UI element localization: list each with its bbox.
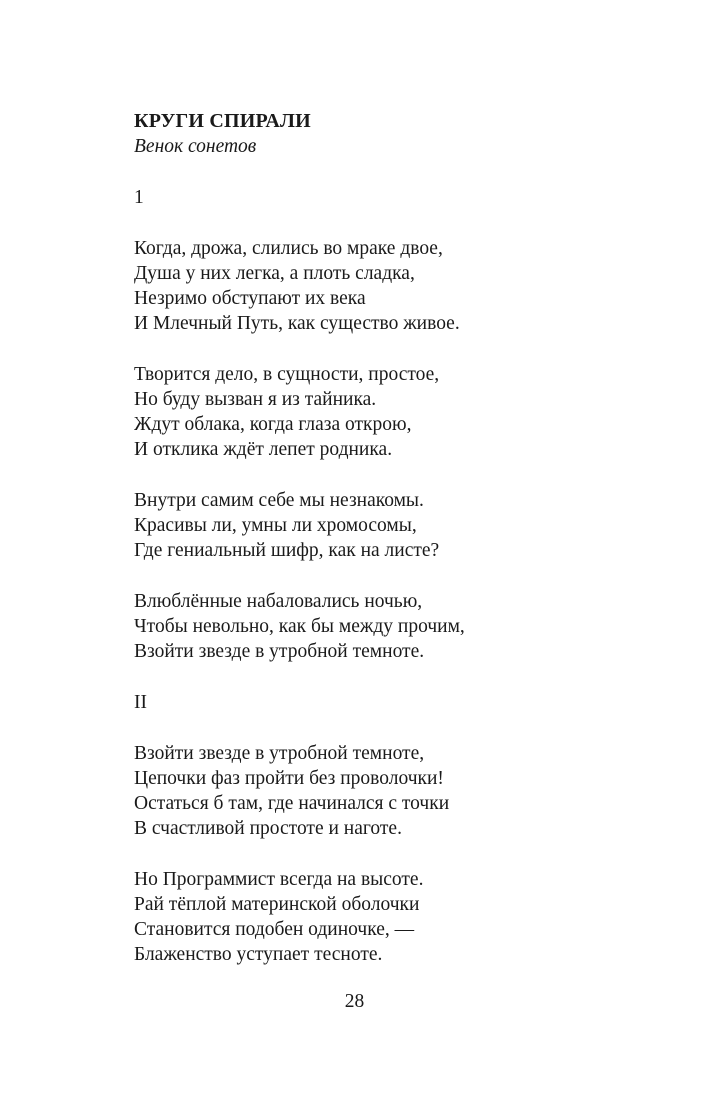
poem-title: КРУГИ СПИРАЛИ — [134, 110, 311, 132]
stanza — [134, 236, 654, 336]
poem-line: Душа у них легка, а плоть сладка, — [134, 263, 415, 284]
poem-line: Блаженство уступает тесноте. — [134, 944, 383, 965]
poem-line: Чтобы невольно, как бы между прочим, — [134, 616, 465, 637]
poem-line: Но буду вызван я из тайника. — [134, 389, 377, 410]
poem-line: Красивы ли, умны ли хромосомы, — [134, 515, 417, 536]
poem-line: Незримо обступают их века — [134, 288, 366, 309]
stanza — [134, 589, 654, 664]
poem-text-block — [134, 108, 654, 967]
poem-line: Где гениальный шифр, как на листе? — [134, 540, 440, 561]
poem-line: И Млечный Путь, как существо живое. — [134, 313, 460, 334]
sonnet — [134, 690, 654, 967]
poem-line: Становится подобен одиночке, — — [134, 919, 415, 940]
stanza — [134, 362, 654, 462]
poem-line: Когда, дрожа, слились во мраке двое, — [134, 238, 443, 259]
poem-line: Взойти звезде в утробной темноте, — [134, 743, 425, 764]
page-number: 28 — [344, 991, 365, 1012]
poem-line: Ждут облака, когда глаза открою, — [134, 414, 412, 435]
poem-line: Остаться б там, где начинался с точки — [134, 793, 450, 814]
poem-line: Влюблённые набаловались ночью, — [134, 591, 423, 612]
poem-line: И отклика ждёт лепет родника. — [134, 439, 393, 460]
poem-line: Взойти звезде в утробной темноте. — [134, 641, 425, 662]
stanza — [134, 488, 654, 563]
stanza — [134, 867, 654, 967]
poem-line: Рай тёплой материнской оболочки — [134, 894, 420, 915]
sonnet-number: 1 — [134, 187, 144, 208]
poem-line: В счастливой простоте и наготе. — [134, 818, 402, 839]
stanza — [134, 741, 654, 841]
sonnet-number: II — [134, 692, 147, 713]
poem-subtitle: Венок сонетов — [134, 136, 257, 157]
poem-line: Цепочки фаз пройти без проволочки! — [134, 768, 444, 789]
sonnet — [134, 185, 654, 664]
poem-line: Внутри самим себе мы незнакомы. — [134, 490, 424, 511]
poem-line: Творится дело, в сущности, простое, — [134, 364, 440, 385]
poem-line: Но Программист всегда на высоте. — [134, 869, 424, 890]
